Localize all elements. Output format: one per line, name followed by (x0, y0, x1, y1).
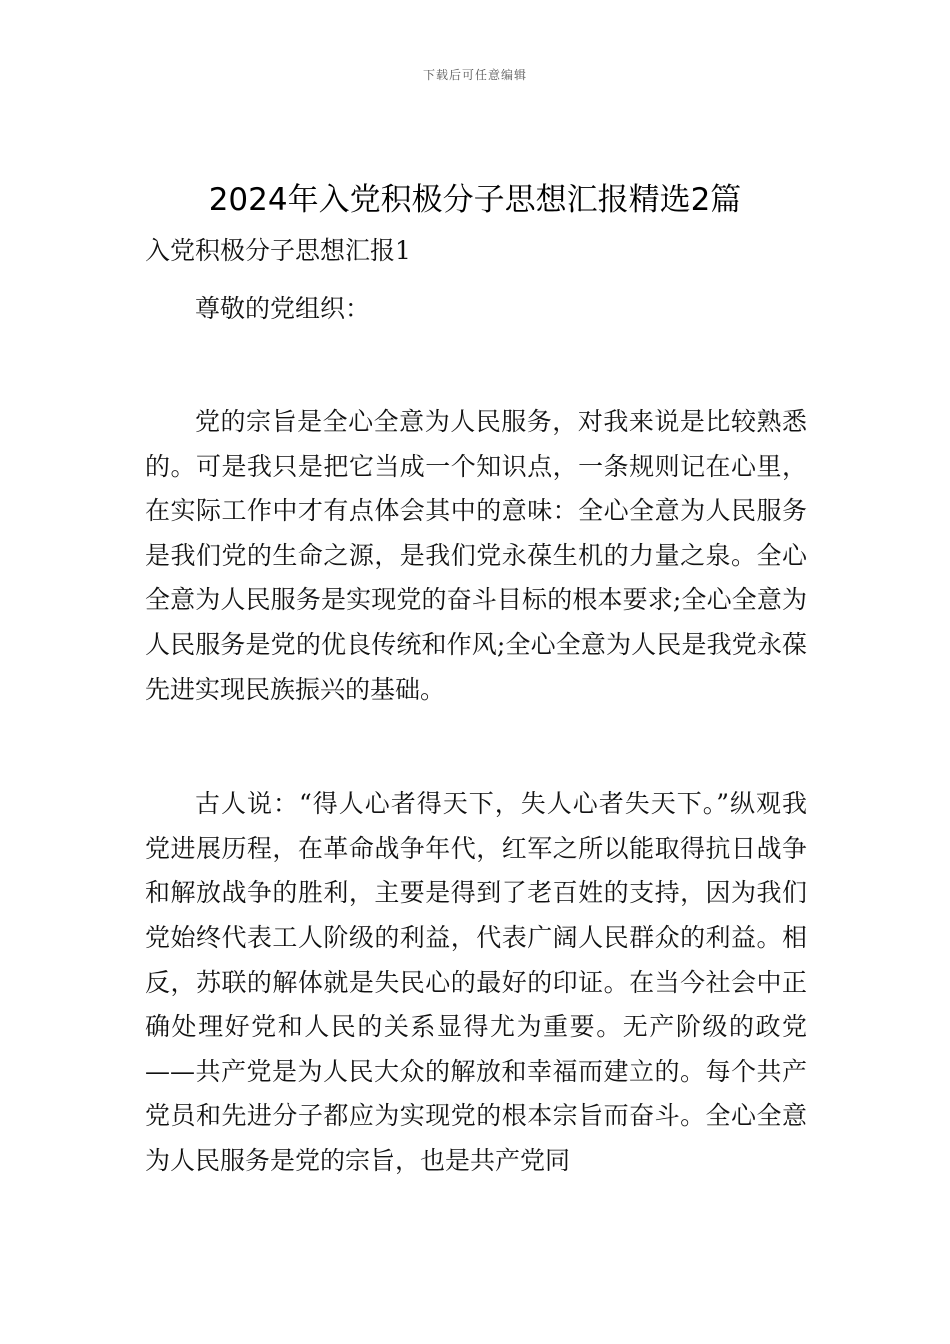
paragraph-1: 党的宗旨是全心全意为人民服务，对我来说是比较熟悉的。可是我只是把它当成一个知识点，一条规则记在心里，在实际工作中才有点体会其中的意味：全心全意为人民服务是我们党的生命之源，是我们党永葆生机的力量之泉。全心全意为人民服务是实现党的奋斗目标的根本要求;全心全意为人民服务是党的优良传统和作风;全心全意为人民是我党永葆先进实现民族振兴的基础。 (145, 407, 807, 704)
section-heading: 入党积极分子思想汇报1 (145, 236, 411, 265)
salutation: 尊敬的党组织： (195, 294, 371, 323)
header-note: 下载后可任意编辑 (422, 68, 527, 82)
document-body (145, 230, 807, 1184)
document-title: 2024年入党积极分子思想汇报精选2篇 (208, 182, 742, 218)
paragraph-2: 古人说：“得人心者得天下，失人心者失天下。”纵观我党进展历程，在革命战争年代，红军之所以能取得抗日战争和解放战争的胜利，主要是得到了老百姓的支持，因为我们党始终代表工人阶级的利益，代表广阔人民群众的利益。相反，苏联的解体就是失民心的最好的印证。在当今社会中正确处理好党和人民的关系显得尤为重要。无产阶级的政党——共产党是为人民大众的解放和幸福而建立的。每个共产党员和先进分子都应为实现党的根本宗旨而奋斗。全心全意为人民服务是党的宗旨，也是共产党同 (145, 789, 807, 1175)
